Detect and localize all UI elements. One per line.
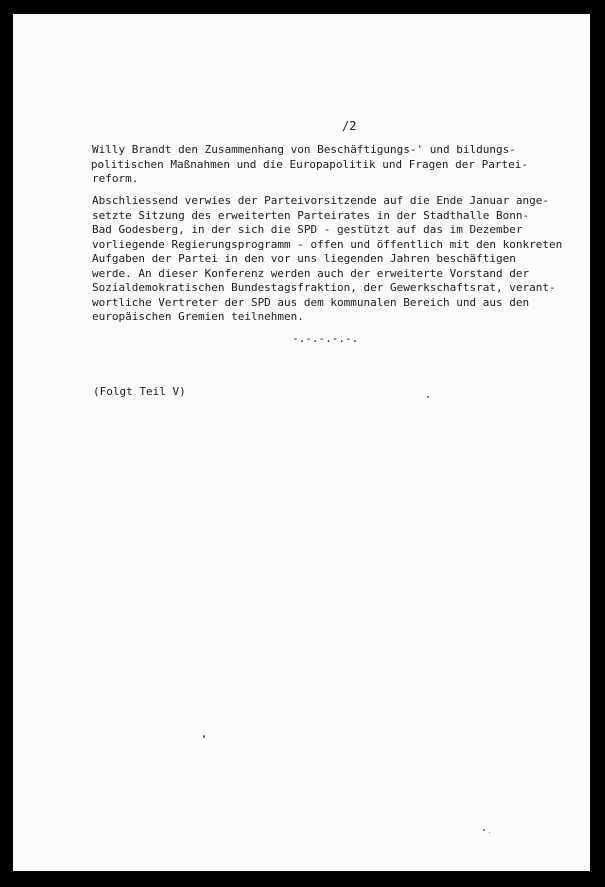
text-line: europäischen Gremien teilnehmen. (92, 310, 304, 323)
continuation-note: (Folgt Teil V) (93, 385, 186, 398)
scan-speck (203, 735, 205, 738)
paragraph-2 (92, 194, 562, 325)
page-number: /2 (342, 119, 357, 133)
text-line: reform. (92, 172, 139, 185)
text-line: vorliegende Regierungsprogramm - offen und öffentlich mit den konkreten (92, 237, 563, 251)
section-divider: -.-.-.-.-. (292, 332, 359, 345)
document-page (13, 14, 590, 871)
text-line: Sozialdemokratischen Bundestagsfraktion, der Gewerkschaftsrat, verant- (92, 281, 556, 294)
scan-speck (489, 832, 490, 833)
scan-speck (483, 829, 485, 831)
scan-speck (427, 396, 429, 398)
paragraph-1 (71, 143, 528, 187)
text-line: Bad Godesberg, in der sich die SPD - gestützt auf das im Dezember (92, 223, 523, 236)
text-line: Aufgaben der Partei in den vor uns liegenden Jahren beschäftigen (92, 252, 516, 265)
text-line: werde. An dieser Konferenz werden auch der erweiterte Vorstand der (92, 266, 530, 280)
text-line: Abschliessend verwies der Parteivorsitzende auf die Ende Januar ange- (92, 194, 549, 207)
text-line: setzte Sitzung des erweiterten Parteirates in der Stadthalle Bonn- (92, 208, 530, 222)
text-line: politischen Maßnahmen und die Europapolitik und Fragen der Partei- (71, 157, 528, 171)
text-line: wortliche Vertreter der SPD aus dem kommunalen Bereich und aus den (92, 295, 530, 309)
text-line: Willy Brandt den Zusammenhang von Beschäftigungs-' und bildungs- (92, 143, 516, 156)
